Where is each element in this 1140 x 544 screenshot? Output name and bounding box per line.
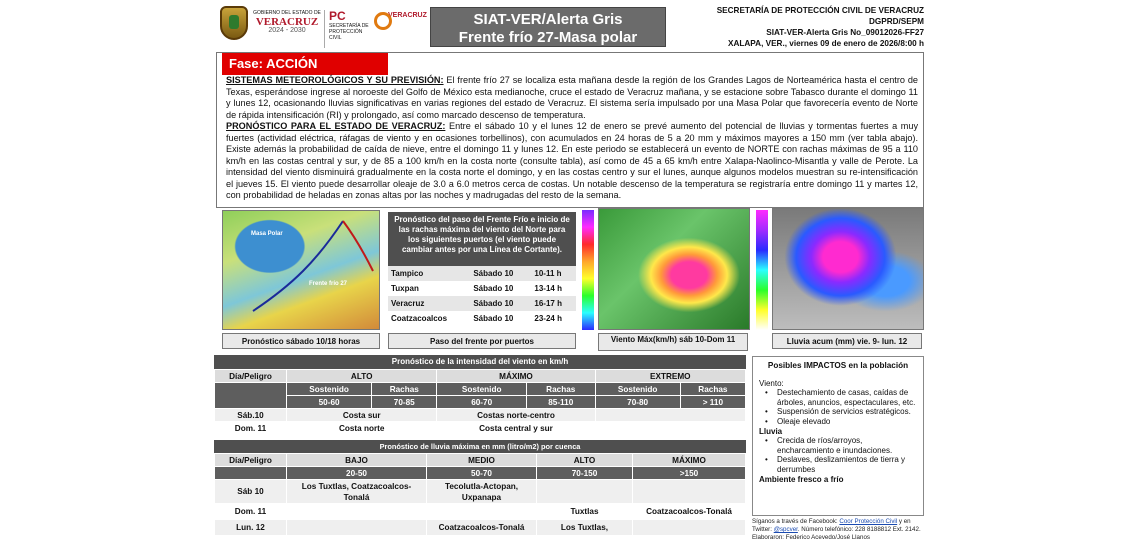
- pc-sub-text: SECRETARÍA DE PROTECCIÓN CIVIL: [329, 23, 369, 41]
- port-day: Sábado 10: [473, 284, 514, 293]
- heading-forecast: PRONÓSTICO PARA EL ESTADO DE VERACRUZ:: [226, 121, 446, 131]
- impact-item: • Deslaves, deslizamientos de tierra y derrumbes: [769, 455, 917, 474]
- rain-table: [214, 453, 746, 536]
- rain-level-medio: MEDIO: [427, 454, 537, 467]
- text-systems: El frente frío 27 se localiza esta mañana desde la región de los Grandes Lagos de Norteamérica hasta el centro de Texas, esperándose ingrese al noroeste del Golfo de México esta medianoche, cruce el estado de Veracruz mañana, y se estacione sobre Tabasco durante el domingo 11 y lunes 12, ocasionando lluvias significativas en varias regiones del estado de Veracruz. El sistema sería impulsado por una Masa Polar que favorecería evento de Norte de rápida intensificación (RI) y prolongado, así como marcado descenso de temperatura.: [226, 75, 918, 120]
- wind-sub-value: 85-110: [526, 396, 595, 409]
- wind-sub-value: > 110: [680, 396, 745, 409]
- wind-sub-value: 70-80: [595, 396, 680, 409]
- rain-row-bajo: [287, 520, 427, 536]
- agency-line3: SIAT-VER-Alerta Gris No_09012026-FF27: [766, 28, 924, 37]
- wind-sub-label: Sostenido: [595, 383, 680, 396]
- gobierno-logo: [252, 10, 322, 48]
- phase-badge: Fase: ACCIÓN: [222, 53, 388, 75]
- rain-row-medio: Tecolutla-Actopan, Uxpanapa: [427, 480, 537, 504]
- rain-level-alto: ALTO: [537, 454, 633, 467]
- impacts-lluvia-list: [759, 436, 917, 474]
- rain-col-day: Día/Peligro: [215, 454, 287, 467]
- facebook-link[interactable]: Coor Protección Civil: [839, 518, 898, 525]
- wind-sub-value: 60-70: [437, 396, 527, 409]
- rain-val: >150: [633, 467, 746, 480]
- rain-level-bajo: BAJO: [287, 454, 427, 467]
- wind-row-ext: [595, 422, 745, 435]
- text-forecast: Entre el sábado 10 y el lunes 12 de enero se prevé aumento del potencial de lluvias y tormentas fuertes a muy fuertes (actividad eléctrica, ráfagas de viento y en ocasiones torbellinos), con acumulados en 24 horas de 5 a 20 mm y máximos mayores a 150 mm (ver tabla abajo). Existe además la probabilidad de caída de nieve, entre el domingo 11 y lunes 12. En este periodo se establecerá un evento de NORTE con rachas máximas de 95 a 110 km/h en las costas central y sur, y de 85 a 100 km/h en la costa norte (consulte tabla), así como de 45 a 65 km/h entre Xalapa-Naolinco-Misantla y valle de Perote. La intensidad del viento disminuirá gradualmente en la costa norte el domingo, y en las costas centro y sur el lunes, aunque algunos modelos muestran su re-intensificación el jueves 15. El viento puede desarrollar oleaje de 3.0 a 6.0 metros cerca de costas. Un notable descenso de la temperatura se registraría entre domingo 11 y martes 12, con probabilidad de heladas en zonas altas por las noches y madrugadas del resto de la semana.: [226, 121, 919, 200]
- veracruz-secondary-logo: VERACRUZ: [374, 12, 424, 50]
- twitter-link[interactable]: @spcver: [773, 526, 798, 533]
- rain-map: [772, 208, 924, 330]
- ports-table-header: Pronóstico del paso del Frente Frío e inicio de las rachas máxima del viento del Norte para los siguientes puertos (el viento puede cambiar antes por una Línea de Cortante).: [388, 212, 576, 266]
- alert-title-line1: SIAT-VER/Alerta Gris: [473, 11, 623, 28]
- rain-row-bajo: [287, 504, 427, 520]
- port-time: 13-14 h: [534, 284, 562, 293]
- gov-name-text: VERACRUZ: [255, 16, 319, 28]
- rain-row-medio: Coatzacoalcos-Tonalá: [427, 520, 537, 536]
- footer-text: . Número telefónico: 228 8188812 Ext. 2142. Elaboraron: Federico Acevedo/José Llanos: [752, 526, 921, 541]
- wind-scale-bar: [582, 210, 594, 330]
- agency-line2: DGPRD/SEPM: [868, 17, 924, 26]
- wind-row-day: Dom. 11: [215, 422, 287, 435]
- port-time: 23-24 h: [534, 314, 562, 323]
- rain-row-day: Lun. 12: [215, 520, 287, 536]
- wind-map-caption: Viento Máx(km/h) sáb 10-Dom 11: [598, 333, 748, 351]
- agency-info: [672, 5, 924, 49]
- gov-years-text: 2024 - 2030: [268, 27, 306, 34]
- veracruz-shield-icon: [220, 6, 248, 40]
- wind-col-day: Día/Peligro: [215, 370, 287, 383]
- port-port: Tampico: [391, 269, 424, 278]
- port-row: [388, 281, 576, 296]
- rain-row-alto: Tuxtlas: [537, 504, 633, 520]
- footer-text: y en Twitter:: [752, 518, 911, 533]
- wind-level-maximo: MÁXIMO: [437, 370, 595, 383]
- rain-table-title: Pronóstico de lluvia máxima en mm (litro/m2) por cuenca: [214, 440, 746, 453]
- rain-row-alto: [537, 480, 633, 504]
- agency-line1: SECRETARÍA DE PROTECCIÓN CIVIL DE VERACRUZ: [716, 6, 924, 15]
- wind-sub-empty: [215, 383, 287, 409]
- rain-row-medio: [427, 504, 537, 520]
- wind-sub-label: Sostenido: [437, 383, 527, 396]
- impacts-viento-list: [759, 388, 917, 426]
- impacts-title: Posibles IMPACTOS en la población: [767, 361, 909, 370]
- port-time: 10-11 h: [534, 269, 562, 278]
- impact-item: • Destechamiento de casas, caídas de árboles, anuncios, espectaculares, etc.: [769, 388, 917, 407]
- front-line-graphic: [223, 211, 381, 331]
- forecast-map: [222, 210, 380, 330]
- alert-title-line2: Frente frío 27-Masa polar: [458, 29, 638, 46]
- frente-label: Frente frío 27: [309, 281, 348, 287]
- port-port: Veracruz: [391, 299, 425, 308]
- rain-row-max: [633, 480, 746, 504]
- ports-table: [388, 212, 576, 330]
- footer: [752, 518, 924, 542]
- impacts-frio: Ambiente fresco a frío: [759, 474, 844, 484]
- port-day: Sábado 10: [473, 299, 514, 308]
- wind-row-alto: Costa norte: [287, 422, 437, 435]
- rain-row-day: Dom. 11: [215, 504, 287, 520]
- wind-level-extremo: EXTREMO: [595, 370, 745, 383]
- rain-row-alto: Los Tuxtlas,: [537, 520, 633, 536]
- port-row: [388, 311, 576, 326]
- agency-line4: XALAPA, VER., viernes 09 de enero de 2026/8:00 h: [728, 39, 924, 48]
- rain-map-caption: Lluvia acum (mm) vie. 9- lun. 12: [772, 333, 922, 349]
- impacts-lluvia-heading: Lluvia: [759, 426, 783, 436]
- rain-val: 20-50: [287, 467, 427, 480]
- impacts-box: [752, 356, 924, 516]
- wind-row-ext: [595, 409, 745, 422]
- wind-row-max: Costa central y sur: [437, 422, 595, 435]
- wind-table: [214, 369, 746, 435]
- heading-systems: SISTEMAS METEOROLÓGICOS Y SU PREVISIÓN:: [226, 75, 444, 85]
- rain-val: 50-70: [427, 467, 537, 480]
- impact-item: • Suspensión de servicios estratégicos.: [769, 407, 917, 417]
- header-logos: [220, 6, 427, 44]
- wind-row-alto: Costa sur: [287, 409, 437, 422]
- impact-item: • Crecida de ríos/arroyos, encharcamiento e inundaciones.: [769, 436, 917, 455]
- wind-level-alto: ALTO: [287, 370, 437, 383]
- wind-table-title: Pronóstico de la intensidad del viento en km/h: [214, 355, 746, 369]
- paragraph-systems: [226, 75, 918, 121]
- ports-caption: Paso del frente por puertos: [388, 333, 576, 349]
- masa-polar-label: Masa Polar: [251, 231, 283, 237]
- rain-row-day: Sáb 10: [215, 480, 287, 504]
- rain-scale-bar: [756, 210, 768, 330]
- rain-level-maximo: MÁXIMO: [633, 454, 746, 467]
- port-time: 16-17 h: [534, 299, 562, 308]
- wind-sub-label: Sostenido: [287, 383, 372, 396]
- wind-sub-value: 70-85: [372, 396, 437, 409]
- rain-row-max: Coatzacoalcos-Tonalá: [633, 504, 746, 520]
- wind-sub-label: Rachas: [526, 383, 595, 396]
- map1-caption: Pronóstico sábado 10/18 horas: [222, 333, 380, 349]
- port-row: [388, 266, 576, 281]
- rain-row-bajo: Los Tuxtlas, Coatzacoalcos-Tonalá: [287, 480, 427, 504]
- pc-text: PC: [329, 9, 346, 23]
- forecast-text: [226, 75, 918, 202]
- impact-item: • Oleaje elevado: [769, 417, 917, 427]
- wind-sub-label: Rachas: [680, 383, 745, 396]
- footer-text: Síganos a través de Facebook:: [752, 518, 838, 525]
- port-day: Sábado 10: [473, 314, 514, 323]
- paragraph-forecast: [226, 121, 918, 202]
- pc-logo: [324, 10, 372, 48]
- rain-row-max: [633, 520, 746, 536]
- impacts-viento-heading: Viento:: [759, 378, 784, 388]
- wind-row-max: Costas norte-centro: [437, 409, 595, 422]
- port-port: Coatzacoalcos: [391, 314, 448, 323]
- port-row: [388, 296, 576, 311]
- port-day: Sábado 10: [473, 269, 514, 278]
- port-port: Tuxpan: [391, 284, 419, 293]
- wind-sub-value: 50-60: [287, 396, 372, 409]
- rain-val-empty: [215, 467, 287, 480]
- wind-map: [598, 208, 750, 330]
- rain-val: 70-150: [537, 467, 633, 480]
- wind-row-day: Sáb.10: [215, 409, 287, 422]
- gov-top-text: GOBIERNO DEL ESTADO DE: [253, 10, 321, 16]
- alert-title: [430, 7, 666, 47]
- wind-sub-label: Rachas: [372, 383, 437, 396]
